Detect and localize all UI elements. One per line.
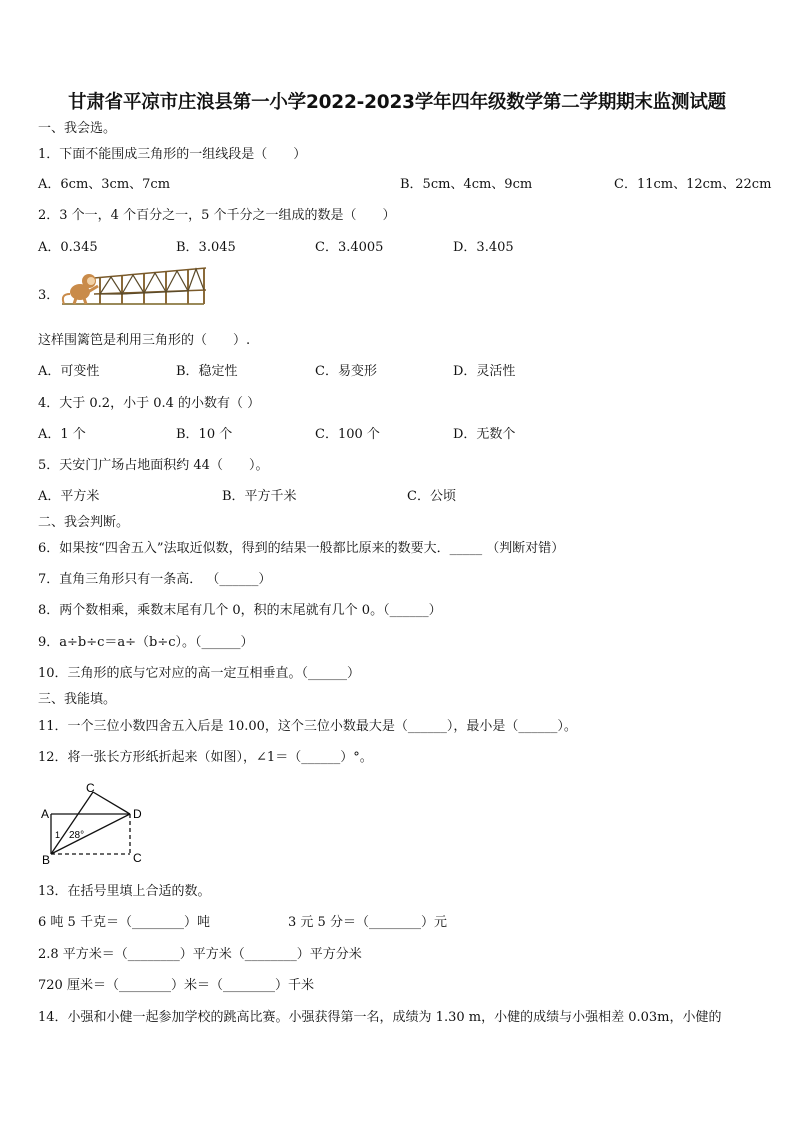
label-d: D bbox=[133, 807, 142, 821]
question-2: 2．3 个一，4 个百分之一，5 个千分之一组成的数是（ ） bbox=[38, 208, 396, 223]
q4-option-a: A．1 个 bbox=[38, 427, 86, 442]
folded-rectangle-figure bbox=[38, 780, 158, 866]
q3-option-c: C．易变形 bbox=[315, 364, 377, 379]
question-7: 7．直角三角形只有一条高． （______） bbox=[38, 572, 272, 587]
fence-illustration bbox=[58, 264, 208, 310]
label-angle-28: 28° bbox=[69, 830, 85, 841]
question-11: 11．一个三位小数四舍五入后是 10.00，这个三位小数最大是（______），最小是（______）。 bbox=[38, 719, 577, 734]
section-heading-1: 一、我会选。 bbox=[38, 121, 117, 136]
q3-option-a: A．可变性 bbox=[38, 364, 100, 379]
q1-option-b: B．5cm、4cm、9cm bbox=[400, 177, 533, 192]
q3-option-d: D．灵活性 bbox=[453, 364, 516, 379]
q5-option-b: B．平方千米 bbox=[222, 489, 297, 504]
q2-option-c: C．3.4005 bbox=[315, 240, 384, 255]
q1-option-c: C．11cm、12cm、22cm bbox=[614, 177, 772, 192]
q13-row-1a: 6 吨 5 千克＝（________）吨 bbox=[38, 915, 210, 930]
page-title: 甘肃省平凉市庄浪县第一小学2022-2023学年四年级数学第二学期期末监测试题 bbox=[68, 92, 726, 113]
question-5: 5．天安门广场占地面积约 44（ ）。 bbox=[38, 458, 269, 473]
q13-row-3: 720 厘米＝（________）米＝（________）千米 bbox=[38, 978, 314, 993]
question-13: 13．在括号里填上合适的数。 bbox=[38, 884, 211, 899]
label-angle-1: 1 bbox=[55, 830, 61, 840]
q2-option-a: A．0.345 bbox=[38, 240, 98, 255]
q1-option-a: A．6cm、3cm、7cm bbox=[38, 177, 171, 192]
question-14: 14．小强和小健一起参加学校的跳高比赛。小强获得第一名，成绩为 1.30 m，小健的成绩与小强相差 0.03m，小健的 bbox=[38, 1010, 722, 1025]
q2-option-b: B．3.045 bbox=[176, 240, 236, 255]
question-6: 6．如果按“四舍五入”法取近似数，得到的结果一般都比原来的数要大．_____ （判断对错） bbox=[38, 541, 565, 556]
question-3-number: 3． bbox=[38, 288, 60, 303]
section-heading-3: 三、我能填。 bbox=[38, 692, 117, 707]
section-heading-2: 二、我会判断。 bbox=[38, 515, 130, 530]
q4-option-c: C．100 个 bbox=[315, 427, 380, 442]
q5-option-a: A．平方米 bbox=[38, 489, 100, 504]
label-a: A bbox=[41, 807, 50, 821]
question-12: 12．将一张长方形纸折起来（如图），∠1＝（______）°。 bbox=[38, 750, 373, 765]
q13-row-1b: 3 元 5 分＝（________）元 bbox=[288, 915, 447, 930]
q13-row-2: 2.8 平方米＝（________）平方米（________）平方分米 bbox=[38, 947, 362, 962]
question-8: 8．两个数相乘，乘数末尾有几个 0，积的末尾就有几个 0。（______） bbox=[38, 603, 442, 618]
question-3: 这样围篱笆是利用三角形的（ ）. bbox=[38, 333, 251, 348]
q4-option-b: B．10 个 bbox=[176, 427, 233, 442]
q5-option-c: C．公顷 bbox=[407, 489, 456, 504]
question-1: 1．下面不能围成三角形的一组线段是（ ） bbox=[38, 147, 307, 162]
question-9: 9．a÷b÷c＝a÷（b÷c）。（______） bbox=[38, 635, 254, 650]
label-c-bottom: C bbox=[133, 851, 142, 865]
label-b: B bbox=[42, 853, 51, 866]
question-4: 4．大于 0.2，小于 0.4 的小数有（ ） bbox=[38, 396, 261, 411]
q2-option-d: D．3.405 bbox=[453, 240, 514, 255]
q3-option-b: B．稳定性 bbox=[176, 364, 238, 379]
q4-option-d: D．无数个 bbox=[453, 427, 516, 442]
question-10: 10．三角形的底与它对应的高一定互相垂直。（______） bbox=[38, 666, 361, 681]
label-c-top: C bbox=[86, 781, 95, 795]
